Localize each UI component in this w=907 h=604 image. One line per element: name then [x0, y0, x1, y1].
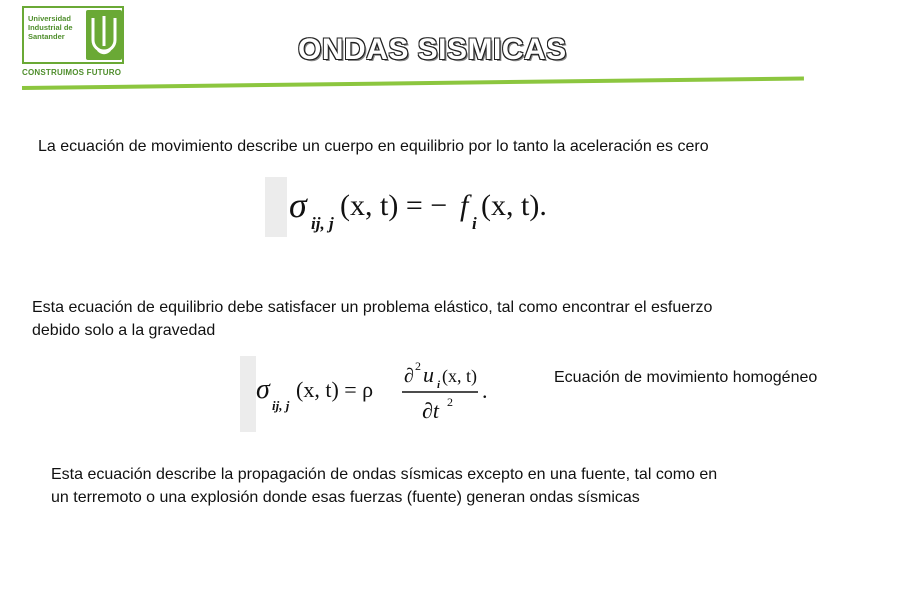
- logo-frame: [22, 6, 124, 64]
- uis-logo: [22, 6, 150, 84]
- equation-homogeneous-motion: [240, 352, 500, 434]
- eq1-subscript: ij, j: [311, 214, 334, 233]
- eq1-lhs-args: (x, t) = −: [340, 189, 448, 222]
- paragraph-propagation-line-1: Esta ecuación describe la propagación de ondas sísmicas excepto en una fuente, tal como en: [51, 466, 718, 483]
- logo-uis-mark-icon: [86, 10, 122, 60]
- eq1-sigma: σ: [289, 185, 307, 225]
- eq2-lhs-args: (x, t) = ρ: [296, 377, 374, 402]
- paragraph-elastic-line-1: Esta ecuación de equilibrio debe satisfacer un problema elástico, tal como encontrar el esfuerzo: [32, 299, 713, 316]
- eq2-denominator: ∂t: [422, 398, 439, 423]
- eq2-numerator-u: u: [423, 362, 434, 387]
- eq2-denominator-exponent: 2: [447, 395, 453, 409]
- logo-line-3: Santander: [28, 32, 65, 41]
- eq2-numerator-partial: ∂: [404, 365, 414, 387]
- equation-equilibrium: [265, 175, 565, 239]
- paragraph-seismic-propagation: [51, 463, 717, 509]
- paragraph-elastic-problem: [32, 296, 712, 342]
- eq2-numerator-exponent: 2: [415, 359, 421, 373]
- paragraph-propagation-line-2: un terremoto o una explosión donde esas fuerzas (fuente) generan ondas sísmicas: [51, 489, 640, 506]
- logo-slogan: CONSTRUIMOS FUTURO: [22, 68, 122, 77]
- paragraph-equilibrium-intro: La ecuación de movimiento describe un cuerpo en equilibrio por lo tanto la aceleración es cero: [38, 138, 709, 155]
- eq2-sigma: σ: [256, 374, 270, 405]
- eq1-f: f: [460, 189, 469, 222]
- logo-line-2: Industrial de: [28, 23, 73, 32]
- paragraph-elastic-line-2: debido solo a la gravedad: [32, 322, 216, 339]
- eq1-rhs-args: (x, t).: [481, 189, 547, 222]
- page-title: ONDAS SISMICAS: [298, 33, 567, 66]
- eq2-numerator-u-subscript: i: [437, 379, 441, 391]
- eq2-numerator-args: (x, t): [442, 366, 477, 386]
- eq2-period: .: [482, 378, 488, 403]
- logo-university-name: [28, 14, 84, 41]
- label-homogeneous-equation: Ecuación de movimiento homogéneo: [554, 369, 818, 386]
- logo-line-1: Universidad: [28, 14, 71, 23]
- eq2-subscript: ij, j: [272, 398, 290, 413]
- eq1-f-subscript: i: [472, 214, 477, 233]
